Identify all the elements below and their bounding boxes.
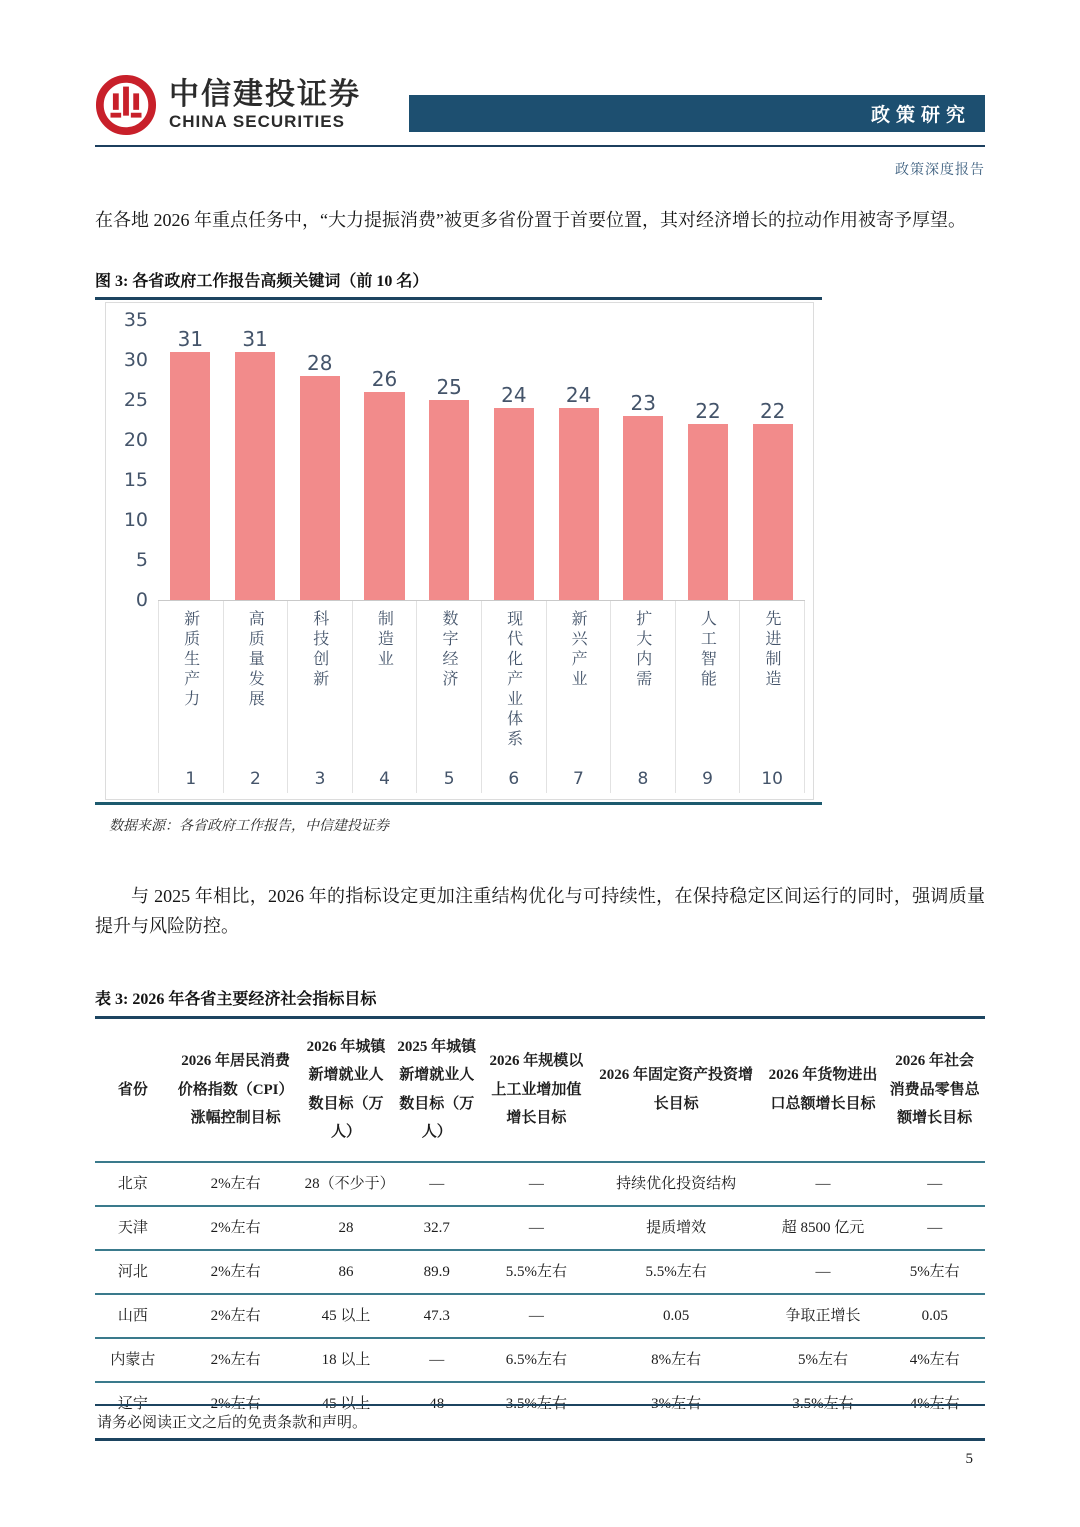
- table-cell: 2%左右: [210, 1175, 261, 1192]
- y-tick-label: 20: [123, 428, 148, 451]
- report-type-label: 政策深度报告: [895, 163, 985, 178]
- category-label: 人工智能: [698, 609, 718, 690]
- x-label-cell: [739, 601, 805, 793]
- rank-label: 1: [185, 768, 197, 789]
- table-cell: —: [528, 1307, 544, 1324]
- table-cell: —: [815, 1175, 831, 1192]
- footer-divider-bottom: [95, 1438, 985, 1441]
- table-header-row: [95, 1019, 985, 1162]
- bar-column: [546, 382, 611, 600]
- intro-paragraph: 在各地 2026 年重点任务中，“大力提振消费”被更多省份置于首要位置，其对经济增长的拉动作用被寄予厚望。: [95, 210, 966, 230]
- table-title: 表 3: 2026 年各省主要经济社会指标目标: [95, 986, 985, 1019]
- table-cell: 6.5%左右: [505, 1351, 568, 1368]
- category-label: 扩大内需: [633, 609, 653, 690]
- table-cell: 内蒙古: [110, 1351, 156, 1368]
- rank-label: 2: [249, 768, 261, 789]
- table-body: [95, 1162, 985, 1425]
- table-cell: 3.5%左右: [792, 1395, 854, 1412]
- table-cell: 5%左右: [797, 1351, 848, 1368]
- bar: [429, 400, 469, 600]
- page-footer: [95, 1404, 985, 1468]
- table-row: [95, 1206, 985, 1250]
- table-cell: 争取正增长: [785, 1307, 861, 1324]
- table-cell: 2%左右: [210, 1395, 261, 1412]
- table-header-cell: 2026 年货物进出口总额增长目标: [768, 1067, 878, 1112]
- table-cell: —: [815, 1263, 831, 1280]
- bar-column: [352, 366, 417, 600]
- header-divider: [95, 145, 985, 147]
- bar-column: [611, 390, 676, 600]
- bar-column: [482, 382, 547, 600]
- y-tick-label: 30: [123, 348, 148, 371]
- table-cell: —: [528, 1175, 544, 1192]
- y-tick-label: 0: [135, 588, 148, 611]
- category-label: 新兴产业: [569, 609, 589, 690]
- table-cell: 3%左右: [651, 1395, 702, 1412]
- rank-label: 4: [379, 768, 390, 789]
- table-cell: 86: [338, 1263, 354, 1280]
- table-cell: 8%左右: [651, 1351, 702, 1368]
- category-label: 高质量发展: [246, 609, 266, 710]
- brand-block: [95, 74, 361, 136]
- bar-column: [676, 398, 741, 600]
- bar-value-label: 31: [177, 326, 204, 351]
- table-cell: 山西: [117, 1307, 148, 1324]
- figure-divider: [95, 802, 822, 805]
- table-cell: —: [429, 1175, 445, 1192]
- y-tick-label: 10: [123, 508, 148, 531]
- bar-column: [223, 326, 288, 600]
- table-cell: —: [927, 1219, 943, 1236]
- table-header-cell: 2026 年社会消费品零售总额增长目标: [889, 1053, 980, 1127]
- rank-label: 10: [761, 768, 783, 789]
- bar-value-label: 24: [501, 382, 527, 407]
- table-row: [95, 1294, 985, 1338]
- bar: [623, 416, 663, 600]
- x-label-cell: [352, 601, 417, 793]
- table-cell: 持续优化投资结构: [616, 1175, 737, 1192]
- table-cell: 0.05: [921, 1307, 948, 1324]
- x-label-cell: [158, 601, 223, 793]
- indicators-table: [95, 1019, 985, 1425]
- figure-title: 图 3: 各省政府工作报告高频关键词（前 10 名）: [95, 268, 822, 300]
- table-cell: 超 8500 亿元: [781, 1219, 865, 1236]
- x-label-cell: [287, 601, 352, 793]
- chart-bars: [158, 321, 805, 601]
- table-3: [95, 986, 985, 1425]
- chart-x-labels: [158, 601, 805, 793]
- x-label-cell: [675, 601, 740, 793]
- bar-value-label: 23: [630, 390, 656, 415]
- table-cell: 2%左右: [210, 1307, 261, 1324]
- table-header-cell: 2026 年规模以上工业增加值增长目标: [489, 1053, 584, 1127]
- x-label-cell: [610, 601, 675, 793]
- table-cell: 28: [338, 1219, 354, 1236]
- brand-name-en: CHINA SECURITIES: [169, 111, 345, 131]
- page-header: [95, 0, 985, 136]
- bar: [364, 392, 404, 600]
- page-number: 5: [965, 1451, 973, 1467]
- bar: [170, 352, 210, 600]
- x-label-cell: [223, 601, 288, 793]
- rank-label: 6: [508, 768, 520, 789]
- brand-text: [169, 79, 361, 130]
- table-cell: 28（不少于）: [304, 1175, 395, 1192]
- table-header-cell: 2025 年城镇新增就业人数目标（万人）: [397, 1038, 477, 1141]
- category-label: 先进制造: [762, 609, 782, 690]
- table-cell: 45 以上: [321, 1395, 371, 1412]
- bar-column: [158, 326, 223, 600]
- table-row: [95, 1162, 985, 1206]
- chart-x-spacer: [112, 601, 158, 793]
- brand-name-cn: 中信建投证券: [169, 78, 361, 112]
- category-label: 科技创新: [310, 609, 330, 690]
- y-tick-label: 15: [123, 468, 148, 491]
- table-cell: 4%左右: [909, 1395, 960, 1412]
- bar-value-label: 26: [371, 366, 398, 391]
- bar-value-label: 22: [695, 398, 721, 423]
- table-cell: 河北: [117, 1263, 148, 1280]
- table-cell: 5.5%左右: [505, 1263, 568, 1280]
- table-cell: —: [528, 1219, 544, 1236]
- rank-label: 7: [572, 768, 584, 789]
- bar: [753, 424, 793, 600]
- category-label: 现代化产业体系: [504, 609, 524, 750]
- bar-chart: [105, 302, 814, 800]
- bar: [300, 376, 340, 600]
- section-banner: 政策研究: [409, 95, 985, 132]
- disclaimer-text: 请务必阅读正文之后的免责条款和声明。: [97, 1415, 368, 1431]
- rank-label: 8: [637, 768, 649, 789]
- bar: [494, 408, 534, 600]
- table-cell: —: [429, 1351, 445, 1368]
- chart-y-axis: [112, 308, 158, 611]
- table-cell: 5%左右: [909, 1263, 960, 1280]
- table-cell: 32.7: [423, 1219, 450, 1236]
- bar-value-label: 25: [436, 374, 462, 399]
- bar-value-label: 24: [565, 382, 592, 407]
- middle-paragraph: 与 2025 年相比，2026 年的指标设定更加注重结构优化与可持续性，在保持稳定区间运行的同时，强调质量提升与风险防控。: [95, 885, 985, 937]
- x-label-cell: [416, 601, 481, 793]
- bar-value-label: 28: [307, 350, 333, 375]
- table-cell: 天津: [117, 1219, 148, 1236]
- table-cell: 2%左右: [210, 1219, 261, 1236]
- x-label-cell: [481, 601, 546, 793]
- bar: [235, 352, 275, 600]
- table-header-cell: 2026 年居民消费价格指数（CPI）涨幅控制目标: [177, 1053, 294, 1127]
- rank-label: 5: [443, 768, 455, 789]
- category-label: 新质生产力: [181, 609, 201, 710]
- table-cell: 3.5%左右: [505, 1395, 568, 1412]
- table-cell: 4%左右: [909, 1351, 960, 1368]
- table-cell: 45 以上: [321, 1307, 371, 1324]
- table-cell: 辽宁: [117, 1395, 148, 1412]
- table-row: [95, 1338, 985, 1382]
- table-cell: 89.9: [423, 1263, 450, 1280]
- table-cell: 0.05: [663, 1307, 690, 1324]
- table-cell: 北京: [117, 1175, 148, 1192]
- table-cell: —: [927, 1175, 943, 1192]
- table-cell: 2%左右: [210, 1263, 261, 1280]
- y-tick-label: 35: [123, 308, 148, 331]
- table-cell: 提质增效: [646, 1219, 707, 1236]
- table-cell: 47.3: [423, 1307, 450, 1324]
- category-label: 数字经济: [439, 609, 459, 690]
- bar-column: [417, 374, 482, 600]
- table-header-cell: 省份: [117, 1081, 148, 1098]
- bar-value-label: 22: [759, 398, 786, 423]
- chart-grid: [112, 308, 805, 793]
- table-cell: 48: [429, 1395, 445, 1412]
- x-label-cell: [546, 601, 611, 793]
- y-tick-label: 5: [135, 548, 148, 571]
- figure-source: 数据来源：各省政府工作报告，中信建投证券: [109, 818, 389, 834]
- bar-value-label: 31: [242, 326, 268, 351]
- bar: [688, 424, 728, 600]
- table-header-cell: 2026 年固定资产投资增长目标: [599, 1067, 753, 1112]
- table-row: [95, 1250, 985, 1294]
- figure-3: [95, 268, 822, 835]
- y-tick-label: 25: [123, 388, 148, 411]
- table-cell: 5.5%左右: [645, 1263, 707, 1280]
- bar-column: [740, 398, 805, 600]
- citic-logo-icon: [95, 74, 157, 136]
- rank-label: 3: [314, 768, 326, 789]
- table-cell: 2%左右: [210, 1351, 261, 1368]
- bar-column: [287, 350, 352, 600]
- rank-label: 9: [702, 768, 713, 789]
- bar: [559, 408, 599, 600]
- table-header-cell: 2026 年城镇新增就业人数目标（万人）: [306, 1038, 386, 1141]
- category-label: 制造业: [375, 609, 395, 670]
- table-cell: 18 以上: [321, 1351, 371, 1368]
